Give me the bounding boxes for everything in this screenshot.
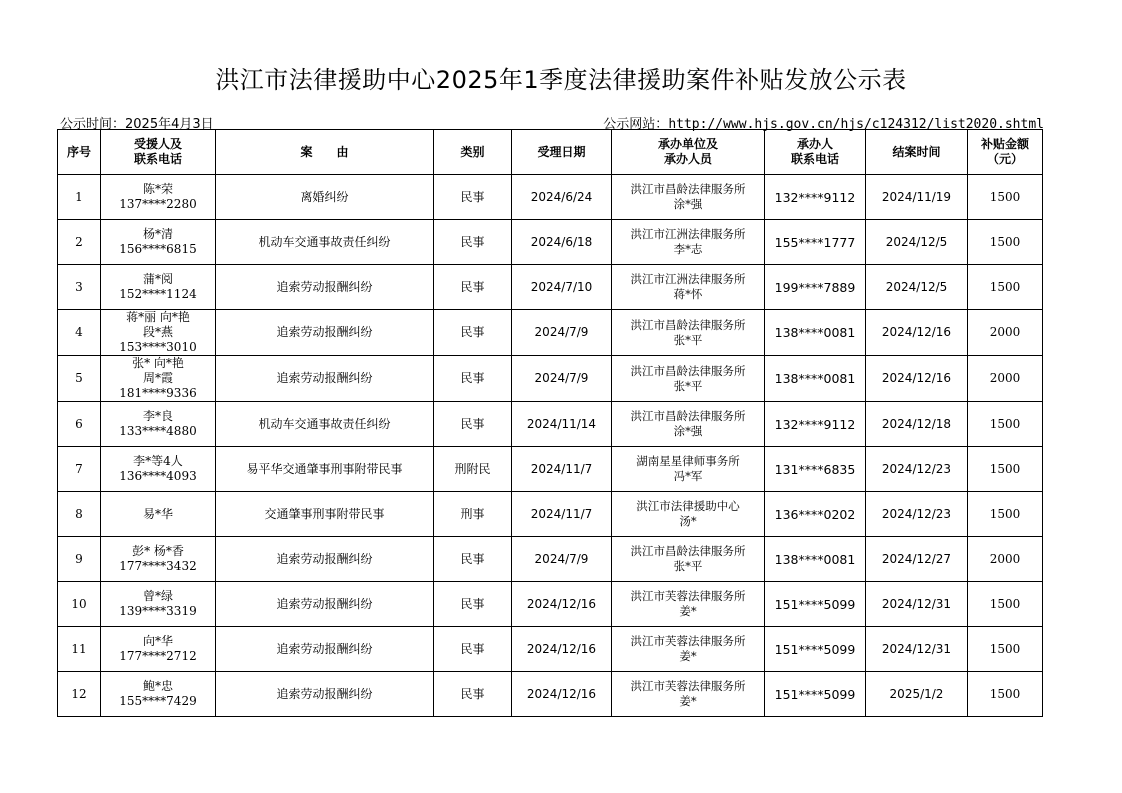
cell-close-date: 2024/12/5: [866, 265, 968, 310]
cell-index: 12: [58, 672, 101, 717]
header-accept-date: 受理日期: [512, 130, 612, 175]
table-row: [58, 356, 1043, 402]
cell-handler-phone: 151****5099: [765, 627, 866, 672]
cell-case: 机动车交通事故责任纠纷: [216, 220, 434, 265]
header-close-date: 结案时间: [866, 130, 968, 175]
cell-category: 民事: [434, 672, 512, 717]
cell-case: 追索劳动报酬纠纷: [216, 582, 434, 627]
header-index: 序号: [58, 130, 101, 175]
cell-category: 民事: [434, 265, 512, 310]
cell-close-date: 2024/12/31: [866, 627, 968, 672]
cell-category: 民事: [434, 537, 512, 582]
cell-index: 6: [58, 402, 101, 447]
cell-accept-date: 2024/12/16: [512, 627, 612, 672]
cell-index: 1: [58, 175, 101, 220]
cell-unit: 洪江市昌龄法律服务所 涂*强: [612, 402, 765, 447]
cell-handler-phone: 138****0081: [765, 356, 866, 402]
cell-subsidy: 2000: [968, 356, 1043, 402]
cell-unit: 洪江市芙蓉法律服务所 姜*: [612, 627, 765, 672]
cell-close-date: 2024/12/23: [866, 447, 968, 492]
header-case: 案 由: [216, 130, 434, 175]
cell-handler-phone: 132****9112: [765, 402, 866, 447]
cell-recipient: 李*等4人 136****4093: [101, 447, 216, 492]
header-handler-phone: 承办人 联系电话: [765, 130, 866, 175]
cell-accept-date: 2024/12/16: [512, 672, 612, 717]
cell-handler-phone: 131****6835: [765, 447, 866, 492]
cell-index: 11: [58, 627, 101, 672]
cell-case: 追索劳动报酬纠纷: [216, 537, 434, 582]
cell-accept-date: 2024/11/7: [512, 447, 612, 492]
cell-category: 民事: [434, 175, 512, 220]
cell-unit: 洪江市昌龄法律服务所 张*平: [612, 310, 765, 356]
cell-accept-date: 2024/6/18: [512, 220, 612, 265]
cell-unit: 洪江市江洲法律服务所 李*志: [612, 220, 765, 265]
table-row: [58, 220, 1043, 265]
cell-subsidy: 2000: [968, 310, 1043, 356]
table-body: [58, 175, 1043, 717]
cell-recipient: 曾*绿 139****3319: [101, 582, 216, 627]
table-row: [58, 672, 1043, 717]
cell-index: 7: [58, 447, 101, 492]
cell-recipient: 向*华 177****2712: [101, 627, 216, 672]
cell-unit: 湖南星星律师事务所 冯*军: [612, 447, 765, 492]
cell-category: 刑附民: [434, 447, 512, 492]
cell-category: 刑事: [434, 492, 512, 537]
cell-index: 9: [58, 537, 101, 582]
website-label: 公示网站：: [603, 117, 669, 132]
cell-category: 民事: [434, 402, 512, 447]
cell-unit: 洪江市昌龄法律服务所 张*平: [612, 537, 765, 582]
table-row: [58, 492, 1043, 537]
cell-index: 3: [58, 265, 101, 310]
cell-subsidy: 1500: [968, 627, 1043, 672]
cell-category: 民事: [434, 356, 512, 402]
cell-recipient: 彭* 杨*香 177****3432: [101, 537, 216, 582]
cell-subsidy: 1500: [968, 672, 1043, 717]
cell-index: 2: [58, 220, 101, 265]
cell-subsidy: 1500: [968, 492, 1043, 537]
cell-index: 10: [58, 582, 101, 627]
cell-subsidy: 1500: [968, 220, 1043, 265]
cell-close-date: 2024/12/16: [866, 356, 968, 402]
header-category: 类别: [434, 130, 512, 175]
table-row: [58, 310, 1043, 356]
cell-accept-date: 2024/11/14: [512, 402, 612, 447]
page-title: 洪江市法律援助中心2025年1季度法律援助案件补贴发放公示表: [215, 66, 907, 94]
cell-unit: 洪江市江洲法律服务所 蒋*怀: [612, 265, 765, 310]
table-row: [58, 402, 1043, 447]
cell-index: 8: [58, 492, 101, 537]
cell-case: 追索劳动报酬纠纷: [216, 672, 434, 717]
cell-case: 追索劳动报酬纠纷: [216, 356, 434, 402]
table-row: [58, 265, 1043, 310]
cell-close-date: 2024/12/31: [866, 582, 968, 627]
cell-recipient: 蒲*阅 152****1124: [101, 265, 216, 310]
cell-close-date: 2024/12/16: [866, 310, 968, 356]
cell-category: 民事: [434, 582, 512, 627]
cell-close-date: 2024/12/18: [866, 402, 968, 447]
publish-time: 公示时间：2025年4月3日: [60, 117, 214, 132]
header-recipient: 受援人及 联系电话: [101, 130, 216, 175]
cell-case: 追索劳动报酬纠纷: [216, 310, 434, 356]
cell-unit: 洪江市芙蓉法律服务所 姜*: [612, 582, 765, 627]
cell-accept-date: 2024/6/24: [512, 175, 612, 220]
cell-category: 民事: [434, 220, 512, 265]
cell-accept-date: 2024/7/9: [512, 310, 612, 356]
subsidy-table: [57, 129, 1043, 717]
cell-recipient: 杨*清 156****6815: [101, 220, 216, 265]
cell-handler-phone: 151****5099: [765, 672, 866, 717]
cell-case: 追索劳动报酬纠纷: [216, 627, 434, 672]
cell-handler-phone: 199****7889: [765, 265, 866, 310]
table-row: [58, 447, 1043, 492]
table-header-row: [58, 130, 1043, 175]
cell-close-date: 2024/12/27: [866, 537, 968, 582]
cell-index: 4: [58, 310, 101, 356]
cell-recipient: 陈*荣 137****2280: [101, 175, 216, 220]
cell-case: 追索劳动报酬纠纷: [216, 265, 434, 310]
cell-case: 交通肇事刑事附带民事: [216, 492, 434, 537]
table-row: [58, 537, 1043, 582]
cell-subsidy: 1500: [968, 402, 1043, 447]
cell-subsidy: 1500: [968, 447, 1043, 492]
cell-recipient: 鲍*忠 155****7429: [101, 672, 216, 717]
cell-category: 民事: [434, 627, 512, 672]
header-unit: 承办单位及 承办人员: [612, 130, 765, 175]
cell-unit: 洪江市法律援助中心 汤*: [612, 492, 765, 537]
cell-subsidy: 2000: [968, 537, 1043, 582]
cell-accept-date: 2024/11/7: [512, 492, 612, 537]
cell-case: 离婚纠纷: [216, 175, 434, 220]
cell-subsidy: 1500: [968, 265, 1043, 310]
cell-unit: 洪江市昌龄法律服务所 涂*强: [612, 175, 765, 220]
cell-handler-phone: 151****5099: [765, 582, 866, 627]
cell-recipient: 易*华: [101, 492, 216, 537]
cell-unit: 洪江市昌龄法律服务所 张*平: [612, 356, 765, 402]
cell-case: 易平华交通肇事刑事附带民事: [216, 447, 434, 492]
cell-close-date: 2025/1/2: [866, 672, 968, 717]
cell-subsidy: 1500: [968, 175, 1043, 220]
cell-accept-date: 2024/7/9: [512, 356, 612, 402]
table-row: [58, 582, 1043, 627]
cell-subsidy: 1500: [968, 582, 1043, 627]
table-row: [58, 627, 1043, 672]
cell-unit: 洪江市芙蓉法律服务所 姜*: [612, 672, 765, 717]
header-subsidy: 补贴金额 （元）: [968, 130, 1043, 175]
cell-accept-date: 2024/7/9: [512, 537, 612, 582]
cell-close-date: 2024/12/23: [866, 492, 968, 537]
cell-case: 机动车交通事故责任纠纷: [216, 402, 434, 447]
cell-close-date: 2024/11/19: [866, 175, 968, 220]
cell-handler-phone: 138****0081: [765, 537, 866, 582]
cell-recipient: 李*良 133****4880: [101, 402, 216, 447]
cell-handler-phone: 132****9112: [765, 175, 866, 220]
cell-accept-date: 2024/12/16: [512, 582, 612, 627]
cell-handler-phone: 138****0081: [765, 310, 866, 356]
website-url: http://www.hjs.gov.cn/hjs/c124312/list2020.shtml: [668, 117, 1044, 132]
cell-close-date: 2024/12/5: [866, 220, 968, 265]
cell-recipient: 张* 向*艳 周*霞 181****9336: [101, 356, 216, 402]
table-row: [58, 175, 1043, 220]
cell-accept-date: 2024/7/10: [512, 265, 612, 310]
cell-recipient: 蒋*丽 向*艳 段*燕 153****3010: [101, 310, 216, 356]
cell-handler-phone: 136****0202: [765, 492, 866, 537]
cell-category: 民事: [434, 310, 512, 356]
cell-index: 5: [58, 356, 101, 402]
cell-handler-phone: 155****1777: [765, 220, 866, 265]
